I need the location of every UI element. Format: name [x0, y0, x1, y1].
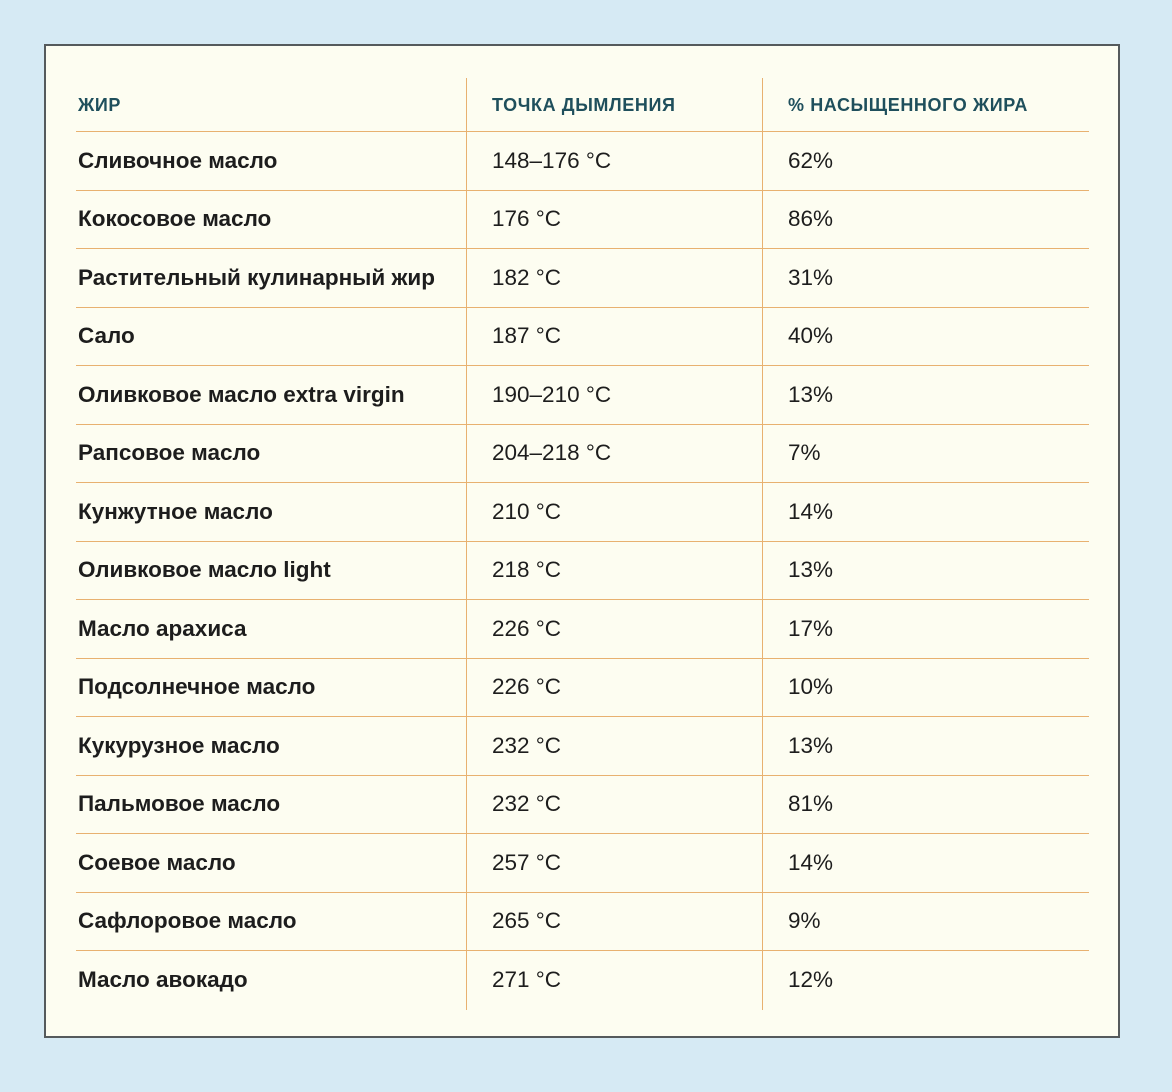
fat-cell: Кукурузное масло	[78, 732, 280, 758]
fat-cell: Сало	[78, 323, 135, 349]
fat-cell: Масло арахиса	[78, 615, 247, 641]
smoke-point-cell: 226 °C	[466, 659, 762, 717]
table-row	[76, 893, 1089, 952]
table-row	[76, 951, 1089, 1010]
fat-cell: Растительный кулинарный жир	[78, 264, 436, 290]
fat-cell: Сафлоровое масло	[78, 908, 297, 934]
smoke-point-cell: 257 °C	[466, 834, 762, 892]
table-body	[76, 132, 1089, 1010]
fat-cell: Масло авокадо	[78, 967, 248, 993]
saturated-fat-cell: 10%	[762, 659, 1089, 717]
saturated-fat-cell: 13%	[762, 717, 1089, 775]
header-fat: ЖИР	[78, 95, 122, 115]
saturated-fat-cell: 12%	[762, 951, 1089, 1010]
saturated-fat-cell: 40%	[762, 308, 1089, 366]
table-row	[76, 191, 1089, 250]
fat-cell: Сливочное масло	[78, 147, 278, 173]
smoke-point-cell: 232 °C	[466, 717, 762, 775]
smoke-point-cell: 271 °C	[466, 951, 762, 1010]
saturated-fat-cell: 81%	[762, 776, 1089, 834]
fat-cell: Пальмовое масло	[78, 791, 281, 817]
smoke-point-cell: 190–210 °C	[466, 366, 762, 424]
fat-cell: Оливковое масло extra virgin	[78, 381, 405, 407]
saturated-fat-cell: 14%	[762, 834, 1089, 892]
smoke-point-cell: 210 °C	[466, 483, 762, 541]
saturated-fat-cell: 13%	[762, 366, 1089, 424]
smoke-point-cell: 232 °C	[466, 776, 762, 834]
saturated-fat-cell: 17%	[762, 600, 1089, 658]
saturated-fat-cell: 14%	[762, 483, 1089, 541]
table-row	[76, 717, 1089, 776]
saturated-fat-cell: 62%	[762, 132, 1089, 190]
header-saturated-fat: % НАСЫЩЕННОГО ЖИРА	[762, 78, 1089, 131]
header-smoke-point: ТОЧКА ДЫМЛЕНИЯ	[466, 78, 762, 131]
smoke-point-cell: 204–218 °C	[466, 425, 762, 483]
saturated-fat-cell: 13%	[762, 542, 1089, 600]
table-row	[76, 600, 1089, 659]
fat-cell: Оливковое масло light	[78, 557, 331, 583]
fat-cell: Кунжутное масло	[78, 498, 273, 524]
table-row	[76, 308, 1089, 367]
table-row	[76, 249, 1089, 308]
smoke-point-cell: 148–176 °C	[466, 132, 762, 190]
smoke-point-cell: 226 °C	[466, 600, 762, 658]
table-row	[76, 366, 1089, 425]
smoke-point-table	[76, 78, 1089, 1010]
table-header-row	[76, 78, 1089, 132]
saturated-fat-cell: 31%	[762, 249, 1089, 307]
table-row	[76, 834, 1089, 893]
smoke-point-cell: 187 °C	[466, 308, 762, 366]
table-row	[76, 425, 1089, 484]
smoke-point-cell: 218 °C	[466, 542, 762, 600]
table-row	[76, 132, 1089, 191]
fat-cell: Соевое масло	[78, 849, 236, 875]
table-row	[76, 659, 1089, 718]
saturated-fat-cell: 9%	[762, 893, 1089, 951]
saturated-fat-cell: 86%	[762, 191, 1089, 249]
table-card	[44, 44, 1120, 1038]
smoke-point-cell: 182 °C	[466, 249, 762, 307]
fat-cell: Кокосовое масло	[78, 206, 272, 232]
table-row	[76, 542, 1089, 601]
smoke-point-cell: 265 °C	[466, 893, 762, 951]
table-row	[76, 776, 1089, 835]
fat-cell: Рапсовое масло	[78, 440, 261, 466]
fat-cell: Подсолнечное масло	[78, 674, 316, 700]
saturated-fat-cell: 7%	[762, 425, 1089, 483]
smoke-point-cell: 176 °C	[466, 191, 762, 249]
table-row	[76, 483, 1089, 542]
